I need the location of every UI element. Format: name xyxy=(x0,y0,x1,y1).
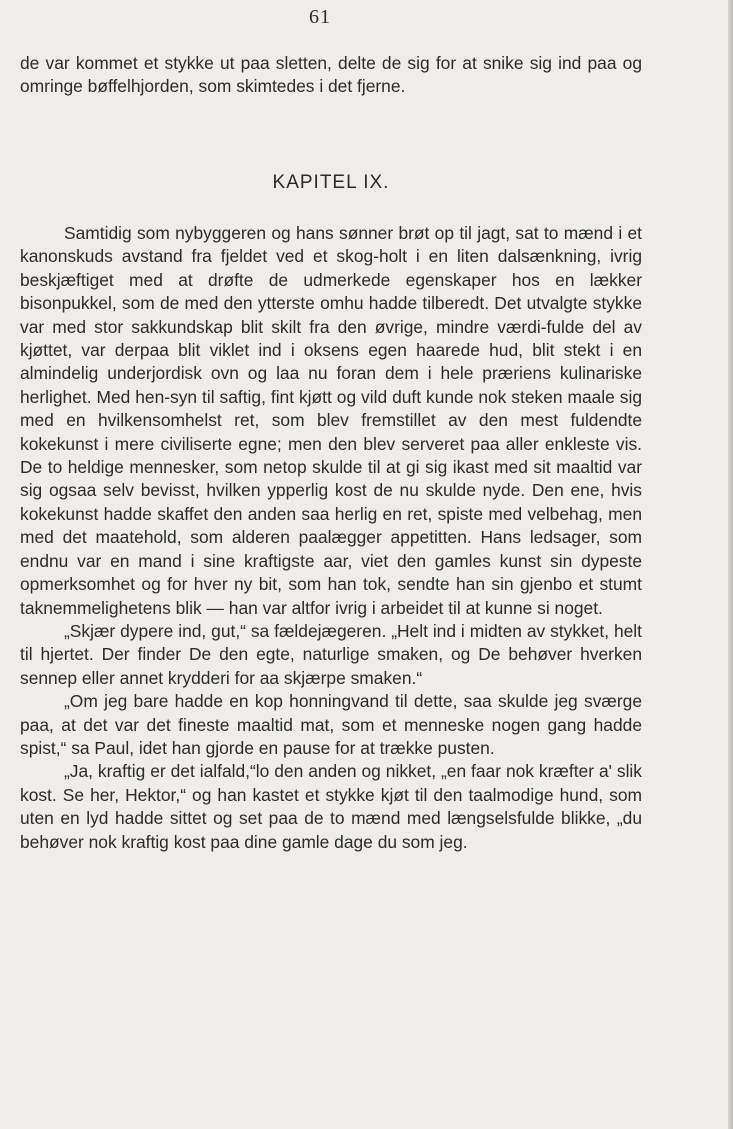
page-number: 61 xyxy=(309,6,331,28)
paragraph: „Om jeg bare hadde en kop honningvand til dette, saa skulde jeg sværge paa, at det var det fineste maaltid mat, som et menneske nogen gang hadde spist,“ sa Paul, idet han gjorde en pause for at trække pusten. xyxy=(20,691,642,758)
opening-paragraph: de var kommet et stykke ut paa sletten, delte de sig for at snike sig ind paa og omringe bøffelhjorden, som skimtedes i det fjerne. xyxy=(20,53,642,97)
chapter-heading: KAPITEL IX. xyxy=(272,172,390,193)
paragraph: Samtidig som nybyggeren og hans sønner brøt op til jagt, sat to mænd i et kanonskuds avstand fra fjeldet ved et skog-holt i en liten dalsænkning, ivrig beskjæftiget med at drøfte de udmerkede egenskaper hos en lækker bisonpukkel, som de med den ytterste omhu hadde tilberedt. Det utvalgte stykke var med stor sakkundskap blit skilt fra den øvrige, mindre værdi-fulde del av kjøttet, var derpaa blit viklet ind i oksens egen haarede hud, blit stekt i en almindelig underjordisk ovn og laa nu foran dem i hele præriens kulinariske herlighet. Med hen-syn til saftig, fint kjøtt og vild duft kunde nok steken maale sig med en hvilkensomhelst ret, som blev fremstillet av den mest fuldendte kokekunst i mere civiliserte egne; men den blev serveret paa aller enkleste vis. De to heldige mennesker, som netop skulde til at gi sig ikast med sit maaltid var sig ogsaa selv bevisst, hvilken ypperlig kost de nu skulde nyde. Den ene, hvis kokekunst hadde skaffet den anden saa herlig en ret, spiste med velbehag, men med det maatehold, som alderen paalægger appetitten. Hans ledsager, som endnu var en mand i sine kraftigste aar, viet den gamles kunst sin dypeste opmerksomhet og for hver ny bit, som han tok, sendte han sin gjenbo et stumt taknemmelighetens blik — han var altfor ivrig i arbeidet til at kunne si noget. xyxy=(20,223,642,618)
paragraph: „Ja, kraftig er det ialfald,“lo den anden og nikket, „en faar nok kræfter a' slik kost. Se her, Hektor,“ og han kastet et stykke kjøt til den taalmodige hund, som uten en lyd hadde sittet og set paa de to mænd med længselsfulde blikke, „du behøver nok kraftig kost paa dine gamle dage du som jeg. xyxy=(20,761,642,852)
chapter-body xyxy=(20,222,642,854)
page-edge xyxy=(728,0,733,1129)
opening-paragraph-block xyxy=(20,52,642,99)
paragraph: „Skjær dypere ind, gut,“ sa fældejægeren. „Helt ind i midten av stykket, helt til hjertet. Der finder De den egte, naturlige smaken, og De behøver hverken sennep eller annet krydderi for aa skjærpe smaken.“ xyxy=(20,620,642,688)
